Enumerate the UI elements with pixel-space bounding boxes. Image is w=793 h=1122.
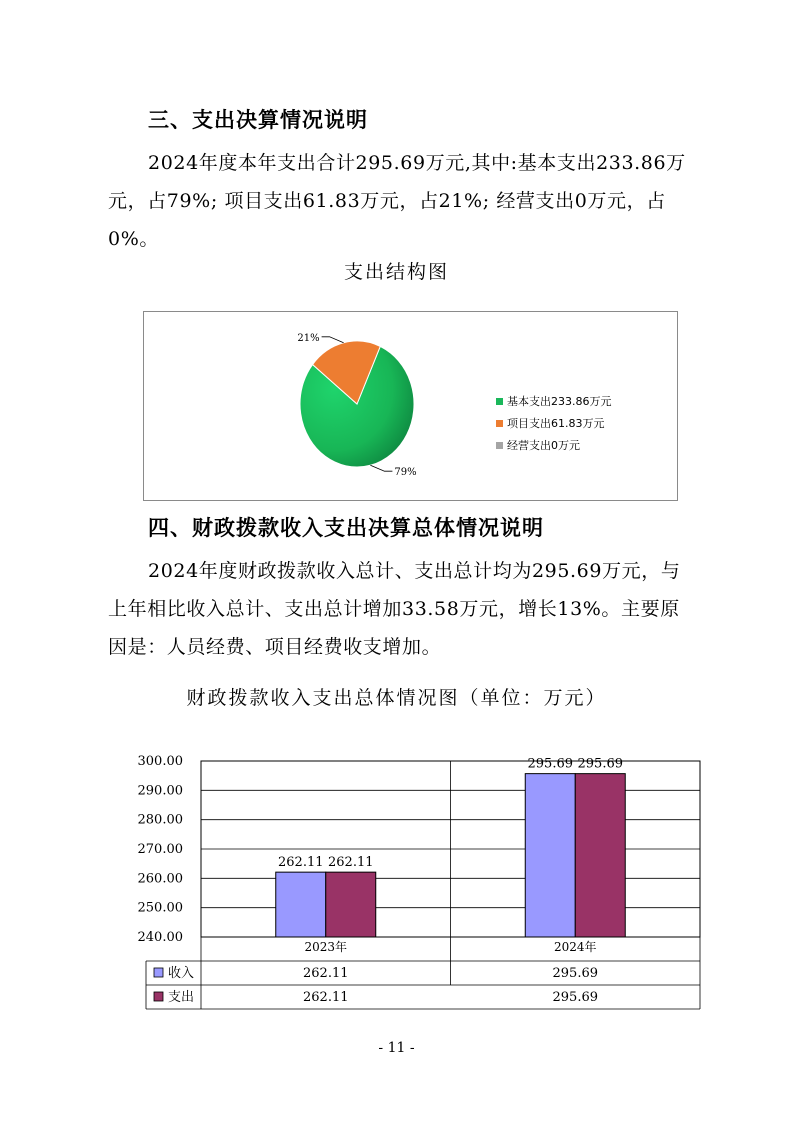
- bar-data-label-2-1: 262.11: [328, 855, 374, 871]
- table-cell-2-1: 262.11: [303, 990, 349, 1005]
- bar-1-2: [525, 774, 575, 937]
- bar-y-tick-label: 270.00: [137, 842, 183, 857]
- section-4-heading: 四、财政拨款收入支出决算总体情况说明: [148, 516, 544, 540]
- pie-legend-label-3: 经营支出0万元: [507, 439, 580, 452]
- bar-y-tick-label: 260.00: [137, 871, 183, 887]
- pie-legend-label-2: 项目支出61.83万元: [507, 417, 605, 430]
- bar-category-label-1: 2023年: [304, 940, 348, 954]
- bar-data-label-2-2: 295.69: [577, 756, 623, 772]
- table-cell-1-1: 262.11: [303, 966, 349, 981]
- pie-chart-caption: 支出结构图: [343, 261, 449, 283]
- pie-legend-label-1: 基本支出233.86万元: [507, 395, 612, 408]
- bar-2-2: [575, 774, 625, 937]
- section-3-paragraph: 2024年度本年支出合计295.69万元,其中:基本支出233.86万元，占79%; 项目支出61.83万元，占21%; 经营支出0万元，占0%。: [108, 152, 686, 250]
- table-legend-swatch-1: [154, 968, 163, 977]
- bar-chart-caption: 财政拨款收入支出总体情况图（单位：万元）: [186, 687, 607, 709]
- table-series-name-2: 支出: [168, 990, 195, 1005]
- table-cell-2-2: 295.69: [552, 990, 598, 1005]
- table-cell-1-2: 295.69: [552, 966, 598, 981]
- page-number: - 11 -: [378, 1040, 415, 1056]
- table-series-name-1: 收入: [168, 966, 195, 981]
- bar-category-label-2: 2024年: [553, 940, 597, 954]
- pie-data-label-1: 79%: [394, 467, 417, 479]
- bar-1-1: [276, 872, 326, 937]
- bar-data-label-1-2: 295.69: [527, 756, 573, 772]
- bar-y-tick-label: 290.00: [137, 783, 183, 799]
- bar-y-tick-label: 300.00: [137, 754, 183, 769]
- bar-2-1: [326, 872, 376, 937]
- bar-data-label-1-1: 262.11: [278, 855, 324, 871]
- bar-y-tick-label: 280.00: [137, 812, 183, 828]
- bar-y-tick-label: 250.00: [137, 900, 183, 916]
- bar-y-tick-label: 240.00: [137, 930, 183, 945]
- section-3-heading: 三、支出决算情况说明: [148, 108, 368, 132]
- pie-data-label-2: 21%: [297, 332, 320, 344]
- section-4-paragraph: 2024年度财政拨款收入总计、支出总计均为295.69万元，与上年相比收入总计、支出总计增加33.58万元，增长13%。主要原因是：人员经费、项目经费收支增加。: [108, 560, 681, 658]
- table-legend-swatch-2: [154, 992, 163, 1001]
